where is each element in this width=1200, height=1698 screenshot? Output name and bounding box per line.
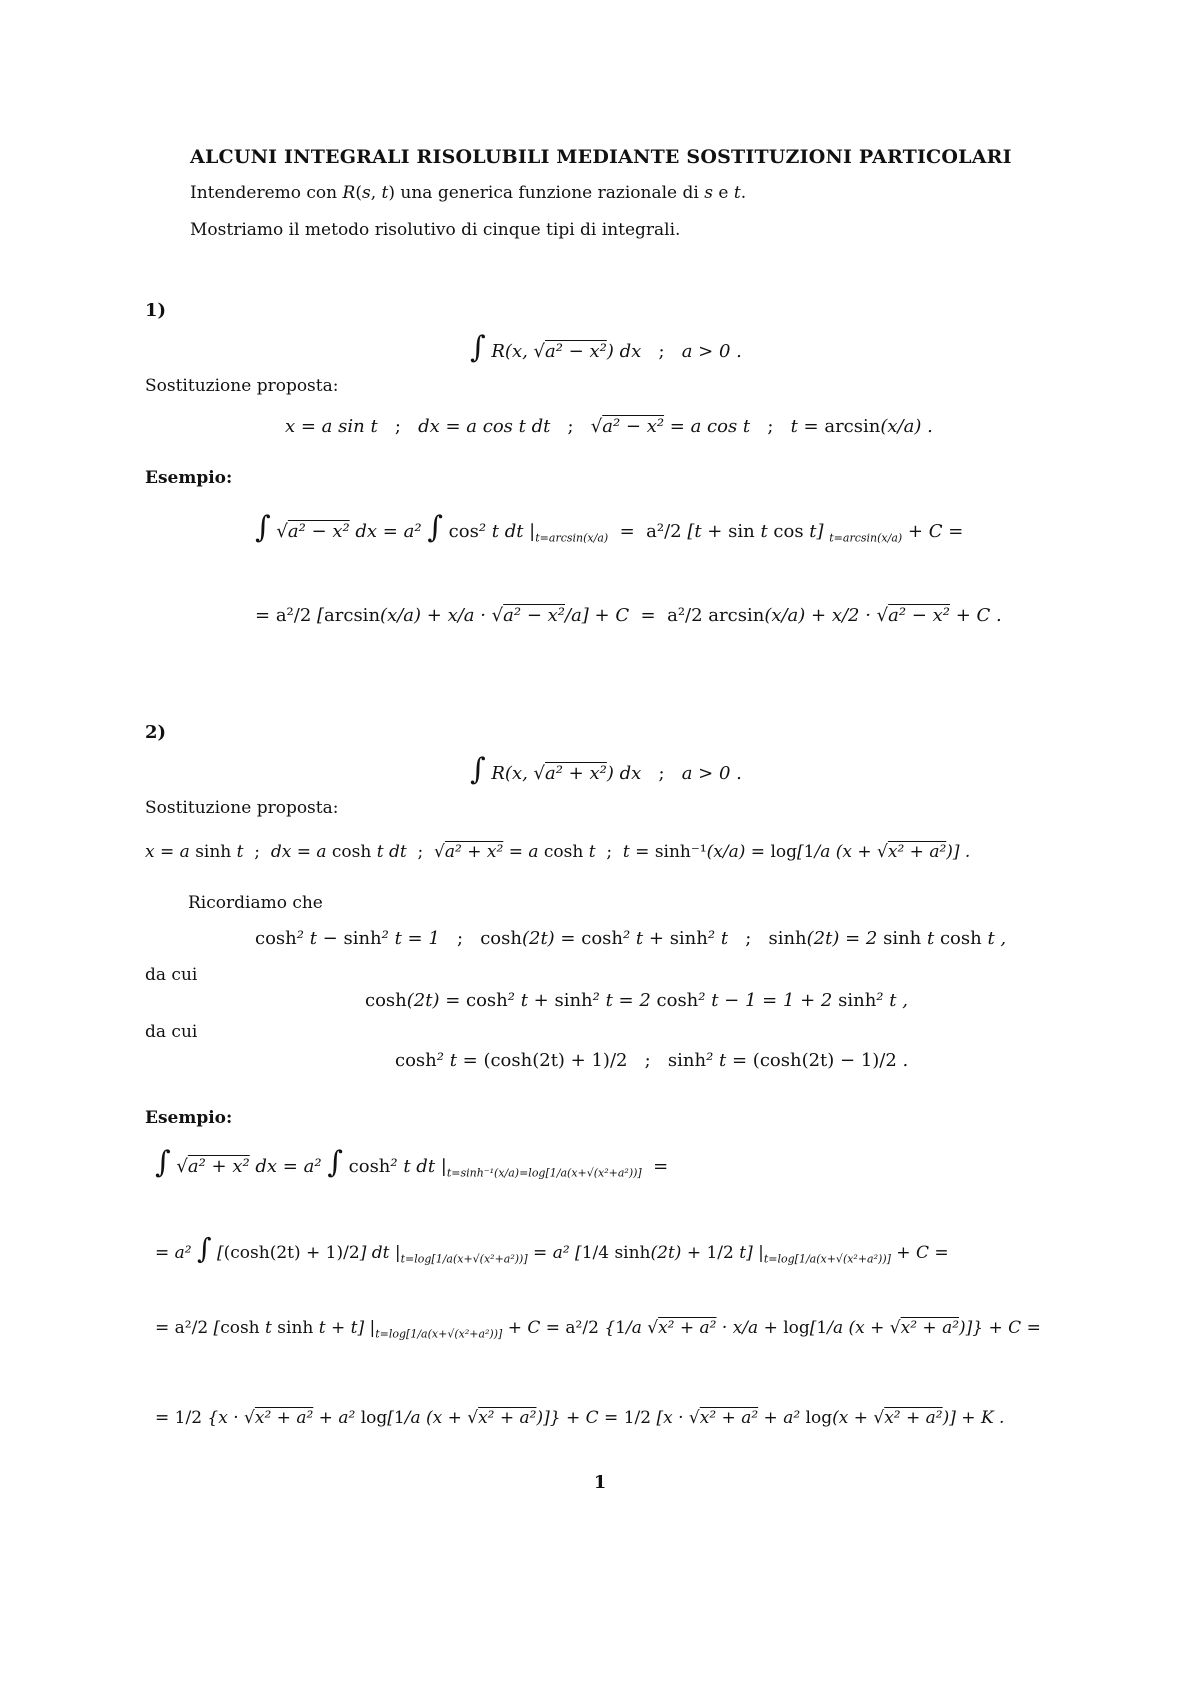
section-2-dacui-line-2: cosh² t = (cosh(2t) + 1)/2 ; sinh² t = (cosh(2t) − 1)/2 . xyxy=(395,1050,909,1071)
section-2-example-line-4: = 1/2 {x · √x² + a² + a² log[1/a (x + √x² + a²)]} + C = 1/2 [x · √x² + a² + a² log(x + √x² + a²)] + K . xyxy=(155,1408,1005,1428)
page-number: 1 xyxy=(593,1472,607,1493)
section-2-recall-label: Ricordiamo che xyxy=(188,893,323,913)
section-2-dacui-1: da cui xyxy=(145,965,198,985)
section-1-integral: ∫ R(x, √a² − x²) dx ; a > 0 . xyxy=(470,330,742,365)
section-2-integral: ∫ R(x, √a² + x²) dx ; a > 0 . xyxy=(470,752,742,787)
section-2-dacui-2: da cui xyxy=(145,1022,198,1042)
section-2-example-line-2: = a² ∫ [(cosh(2t) + 1)/2] dt $|_{t=log[1/a(x+√(x^2+a^2))]} = a^2$ [1/4 sinh(2t) + 1/2 t] $|_{t=log[1/a(x+√(x^2+a^2))]} + C$ = xyxy=(155,1232,949,1266)
section-2-example-line-1: ∫ √a² + x² dx = a² ∫ cosh² t dt $|_{t=sinh^{-1}(x/a)=log[1/a(x+√(x^2+a^2))]}$ = xyxy=(155,1145,669,1180)
section-2-substitution: x = a sinh t ; dx = a cosh t dt ; √a² + x² = a cosh t ; t = sinh⁻¹(x/a) = log[1/a (x + √x² + a²)] . xyxy=(145,842,971,862)
section-1-number: 1) xyxy=(145,300,167,321)
section-2-example-label: Esempio: xyxy=(145,1108,233,1128)
section-2-dacui-line-1: cosh(2t) = cosh² t + sinh² t = 2 cosh² t − 1 = 1 + 2 sinh² t , xyxy=(365,990,908,1011)
section-2-number: 2) xyxy=(145,722,167,743)
section-2-example-line-3: = a²/2 [cosh t sinh t + t] $|_{t=log[1/a(x+√(x^2+a^2))]} + C = a^2/2$ {1/a √x² + a² · x/a + log[1/a (x + √x² + a²)]} + C = xyxy=(155,1318,1041,1341)
document-title: ALCUNI INTEGRALI RISOLUBILI MEDIANTE SOSTITUZIONI PARTICOLARI xyxy=(190,146,1012,168)
intro-line-1: Intenderemo con R(s, t) una generica funzione razionale di s e t. xyxy=(190,183,747,203)
section-1-substitution: x = a sin t ; dx = a cos t dt ; √a² − x² = a cos t ; t = arcsin(x/a) . xyxy=(285,416,933,437)
section-2-recall-line: cosh² t − sinh² t = 1 ; cosh(2t) = cosh² t + sinh² t ; sinh(2t) = 2 sinh t cosh t , xyxy=(255,928,1007,949)
section-1-example-label: Esempio: xyxy=(145,468,233,488)
section-2-substitution-label: Sostituzione proposta: xyxy=(145,798,339,818)
section-1-example-line-2: = a²/2 [arcsin(x/a) + x/a · √a² − x²/a] + C = a²/2 arcsin(x/a) + x/2 · √a² − x² + C . xyxy=(255,605,1002,626)
section-1-substitution-label: Sostituzione proposta: xyxy=(145,376,339,396)
intro-line-2: Mostriamo il metodo risolutivo di cinque tipi di integrali. xyxy=(190,220,681,240)
section-1-example-line-1: ∫ √a² − x² dx = a² ∫ cos² t dt $|_{t=arcsin(x/a)} = a^2/2$ [t + sin t cos t] $_{t=arcsin(x/a)}$ + C = xyxy=(255,510,964,545)
